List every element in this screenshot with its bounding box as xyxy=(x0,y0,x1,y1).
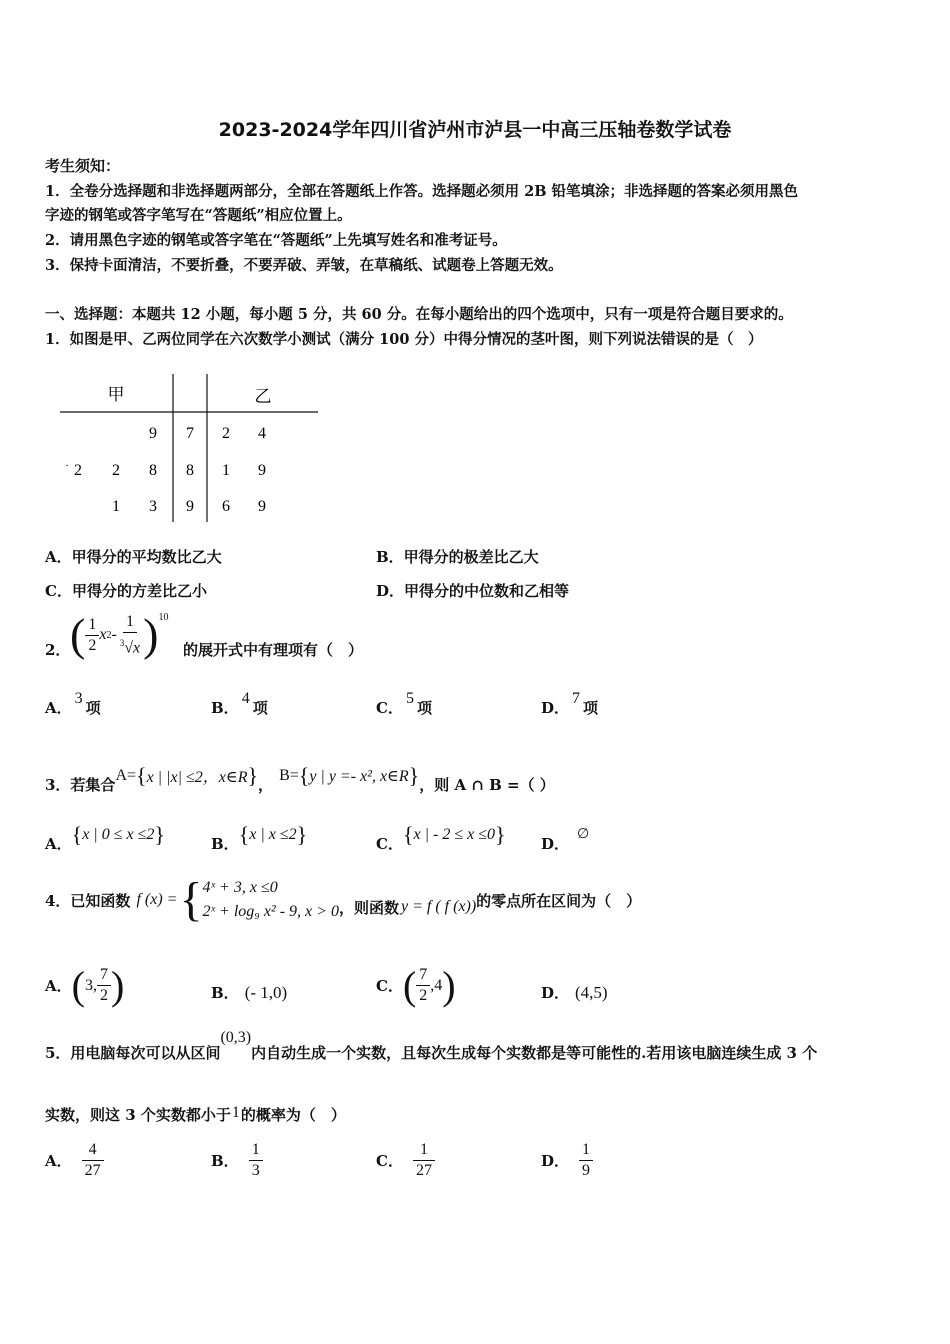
q4-option-c[interactable]: C． ( $\frac{7}{2}$ ,4 ) xyxy=(376,963,456,1008)
q2-expression: ( $\frac{1}{2}$ x 2 - $\frac{1}{^3√x}$ ) $^{10}$ xyxy=(70,609,169,660)
q2-root-frac: $\frac{1}{^3√x}$ xyxy=(119,612,141,657)
q1-option-d[interactable]: D．甲得分的中位数和乙相等 xyxy=(376,582,570,600)
notice-line-3: 3．保持卡面清洁，不要折叠，不要弄破、弄皱，在草稿纸、试题卷上答题无效。 xyxy=(45,257,563,274)
q3-option-c[interactable]: C． { x | - 2 ≤ x ≤0 } xyxy=(376,821,506,853)
q5-option-a[interactable]: A． $\frac{4}{27}$ xyxy=(45,1141,104,1180)
plot-right-leaf: 2 xyxy=(222,425,230,442)
q1-option-c[interactable]: C．甲得分的方差比乙小 xyxy=(45,582,207,600)
q3-option-a[interactable]: A． { x | 0 ≤ x ≤2 } xyxy=(45,821,165,853)
q5-stem-line-2: 实数，则这 3 个实数都小于 1 的概率为（ ） xyxy=(45,1103,346,1124)
section-heading: 一、选择题：本题共 12 小题，每小题 5 分，共 60 分。在每小题给出的四个选项中，只有一项是符合题目要求的。 xyxy=(45,306,793,323)
q2-half: $\frac{1}{2}$ xyxy=(85,616,99,655)
plot-right-leaf: 6 xyxy=(222,498,230,515)
q2-option-c[interactable]: C．5项 xyxy=(376,690,432,717)
q5-option-b[interactable]: B． $\frac{1}{3}$ xyxy=(211,1141,263,1180)
plot-left-leaf: 2 xyxy=(74,462,82,479)
q2-option-d[interactable]: D．7项 xyxy=(541,690,599,717)
plot-right-leaf: 9 xyxy=(258,462,266,479)
q3-option-d[interactable]: D． ∅ xyxy=(541,827,590,853)
q1-stem: 1．如图是甲、乙两位同学在六次数学小测试（满分 100 分）中得分情况的茎叶图，则下列说法错误的是（ ） xyxy=(45,331,763,348)
q5-stem-line-1: 5．用电脑每次可以从区间 (0,3) 内自动生成一个实数，且每次生成每个实数都是等可能性的.若用该电脑连续生成 3 个 xyxy=(45,1029,818,1062)
plot-dot: · xyxy=(65,458,69,472)
q4-stem: 4．已知函数 f (x) = { 4ˣ + 3, x ≤0 2ˣ + log₉ x² - 9, x > 0 ，则函数 y = f ( f (x)) 的零点所在区间为（ ） xyxy=(45,873,642,926)
q2-option-b[interactable]: B．4项 xyxy=(211,690,268,717)
plot-stem: 8 xyxy=(186,462,194,479)
plot-left-label: 甲 xyxy=(107,385,125,404)
plot-right-leaf: 9 xyxy=(258,498,266,515)
plot-stem: 7 xyxy=(186,425,194,442)
q5-option-c[interactable]: C． $\frac{1}{27}$ xyxy=(376,1141,435,1180)
q4-option-d[interactable]: D． (4,5) xyxy=(541,982,608,1002)
q2-tail: 的展开式中有理项有（ ） xyxy=(183,641,364,659)
plot-right-label: 乙 xyxy=(254,387,272,406)
plot-stem: 9 xyxy=(186,498,194,515)
q4-option-a[interactable]: A． ( 3, $\frac{7}{2}$ ) xyxy=(45,963,125,1008)
plot-right-leaf: 4 xyxy=(258,425,266,442)
q4-option-b[interactable]: B． (- 1,0) xyxy=(211,982,288,1002)
q1-option-b[interactable]: B．甲得分的极差比乙大 xyxy=(376,548,539,566)
plot-left-leaf: 9 xyxy=(149,425,157,442)
notice-heading: 考生须知： xyxy=(45,157,121,175)
notice-line-1a: 1．全卷分选择题和非选择题两部分，全部在答题纸上作答。选择题必须用 2B 铅笔填涂；非选择题的答案必须用黑色 xyxy=(45,183,799,200)
plot-left-leaf: 2 xyxy=(112,462,120,479)
q2-number: 2． xyxy=(45,641,71,659)
q1-option-a[interactable]: A．甲得分的平均数比乙大 xyxy=(45,548,222,566)
q3-option-b[interactable]: B． { x | x ≤2 } xyxy=(211,821,308,853)
plot-left-leaf: 1 xyxy=(112,498,120,515)
stem-leaf-plot xyxy=(58,372,323,527)
notice-line-1b: 字迹的钢笔或答字笔写在“答题纸”相应位置上。 xyxy=(45,207,352,224)
plot-left-leaf: 3 xyxy=(149,498,157,515)
notice-line-2: 2．请用黑色字迹的钢笔或答字笔在“答题纸”上先填写姓名和准考证号。 xyxy=(45,232,507,249)
plot-right-leaf: 1 xyxy=(222,462,230,479)
page-title: 2023-2024学年四川省泸州市泸县一中高三压轴卷数学试卷 xyxy=(218,119,732,141)
plot-left-leaf: 8 xyxy=(149,462,157,479)
q3-stem: 3．若集合 A= { x | |x| ≤2，x∈R } ， B= { y | y =- x², x∈R } ，则 A ∩ B =（ ） xyxy=(45,762,555,794)
q5-option-d[interactable]: D． $\frac{1}{9}$ xyxy=(541,1141,593,1180)
q2-option-a[interactable]: A．3项 xyxy=(45,690,101,717)
